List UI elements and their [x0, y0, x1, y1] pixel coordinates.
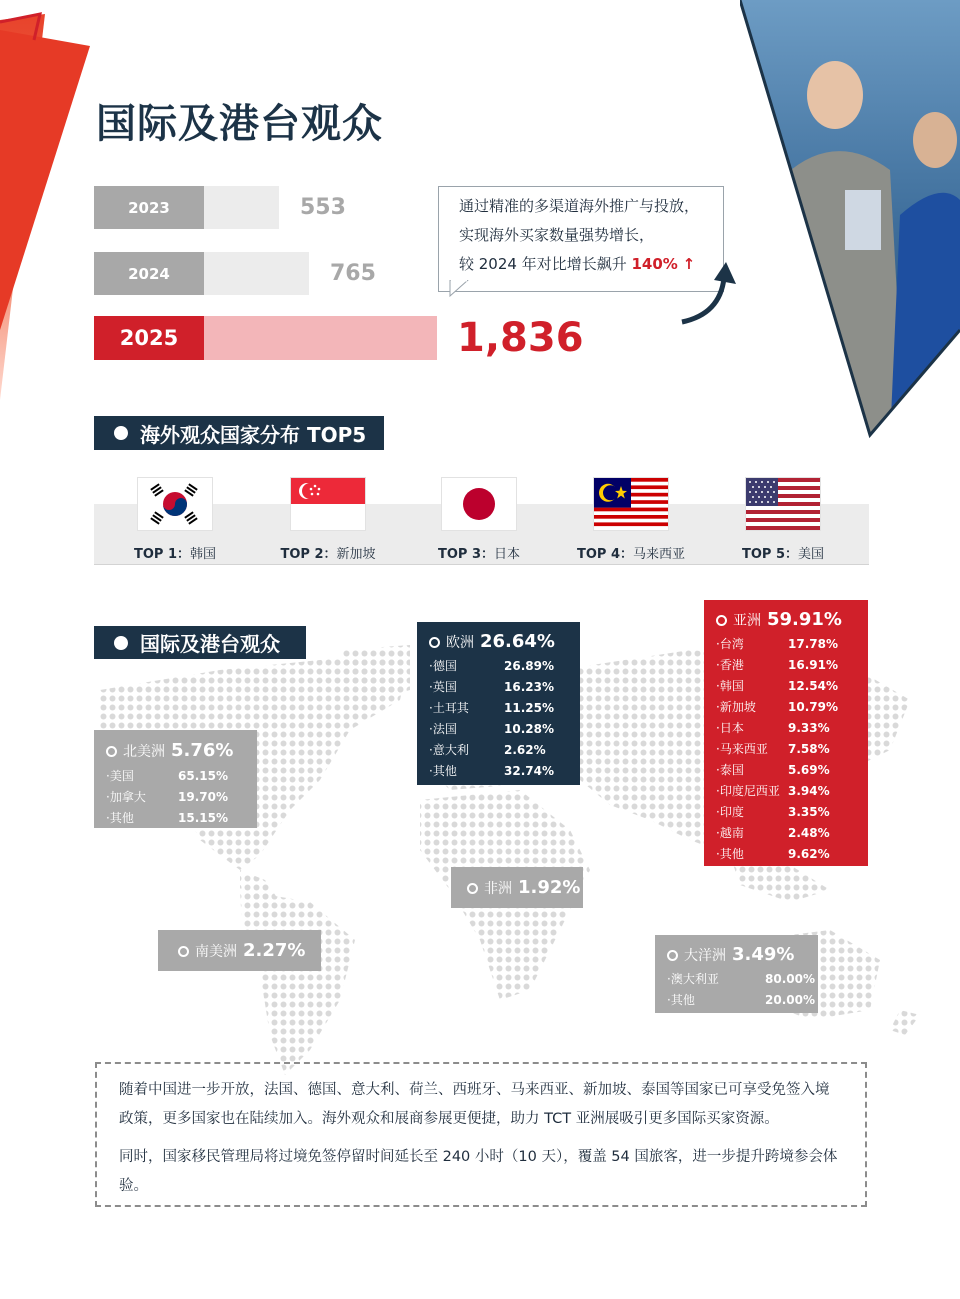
- callout-line: 实现海外买家数量强势增长，: [459, 226, 655, 244]
- target-icon: [467, 883, 478, 894]
- map-heading-text: 国际及港台观众: [140, 632, 280, 656]
- year-label: 2025: [94, 316, 204, 360]
- table-row: ·泰国 5.69%: [716, 762, 830, 777]
- region-header: 亚洲 59.91%: [716, 609, 868, 630]
- table-row: ·其他 15.15%: [106, 810, 228, 825]
- table-row: ·土耳其 11.25%: [429, 700, 554, 715]
- bar-fill: [204, 316, 437, 360]
- top5-item-korea: [100, 478, 250, 562]
- top5-label: TOP 4：马来西亚: [576, 547, 686, 562]
- table-row: ·德国 26.89%: [429, 658, 554, 673]
- region-asia: [704, 600, 868, 866]
- table-row: ·澳大利亚 80.00%: [667, 971, 815, 986]
- malaysia-flag: [594, 478, 668, 530]
- bullet-icon: [114, 426, 128, 440]
- map-heading: [94, 626, 306, 659]
- table-row: ·美国 65.15%: [106, 768, 228, 783]
- top5-heading: [94, 416, 384, 450]
- top5-item-singapore: [253, 478, 403, 562]
- region-africa: [451, 867, 583, 908]
- table-row: ·韩国 12.54%: [716, 678, 838, 693]
- left-corner-decoration: [0, 0, 100, 420]
- top5-label: TOP 5：美国: [741, 547, 825, 562]
- table-row: ·香港 16.91%: [716, 657, 838, 672]
- top5-item-usa: [708, 478, 858, 562]
- usa-flag: [746, 478, 820, 530]
- year-value: 1,836: [457, 315, 584, 361]
- target-icon: [667, 950, 678, 961]
- top5-label: TOP 3：日本: [437, 547, 521, 562]
- singapore-flag: [291, 478, 365, 530]
- region-north-america: [94, 730, 257, 828]
- top5-label: TOP 2：新加坡: [280, 547, 376, 562]
- table-row: ·越南 2.48%: [716, 825, 830, 840]
- callout-line: 通过精准的多渠道海外推广与投放，: [459, 197, 700, 215]
- table-row: ·法国 10.28%: [429, 721, 554, 736]
- year-value: 765: [330, 261, 376, 286]
- table-row: ·意大利 2.62%: [429, 742, 546, 757]
- table-row: ·台湾 17.78%: [716, 636, 838, 651]
- table-row: ·马来西亚 7.58%: [716, 741, 830, 756]
- visitors-photo: [740, 0, 960, 440]
- target-icon: [716, 615, 727, 626]
- year-label: 2024: [94, 252, 204, 295]
- target-icon: [106, 746, 117, 757]
- top5-item-malaysia: [556, 478, 706, 562]
- top5-heading-text: 海外观众国家分布 TOP5: [140, 422, 367, 447]
- table-row: ·其他 9.62%: [716, 846, 830, 861]
- year-label: 2023: [94, 186, 204, 229]
- bar-fill: [204, 186, 279, 229]
- japan-flag: [442, 478, 516, 530]
- callout-line: 较 2024 年对比增长飙升 140% ↑: [459, 255, 696, 273]
- visa-info-box: [95, 1062, 867, 1207]
- region-header: 北美洲 5.76%: [106, 740, 257, 761]
- year-bar-2024: [94, 252, 309, 295]
- region-table: [429, 655, 554, 781]
- table-row: ·印度 3.35%: [716, 804, 830, 819]
- up-arrow-icon: ↑: [682, 255, 696, 273]
- table-row: ·其他 20.00%: [667, 992, 815, 1007]
- south-korea-flag: [138, 478, 212, 530]
- table-row: ·日本 9.33%: [716, 720, 830, 735]
- region-header: 南美洲 2.27%: [178, 940, 321, 961]
- table-row: ·英国 16.23%: [429, 679, 554, 694]
- region-header: 非洲 1.92%: [467, 877, 583, 898]
- region-oceania: [655, 935, 818, 1013]
- growth-percent: 140%: [631, 255, 678, 273]
- bullet-icon: [114, 636, 128, 650]
- table-row: ·加拿大 19.70%: [106, 789, 228, 804]
- region-south-america: [158, 930, 321, 971]
- year-bar-2023: [94, 186, 279, 229]
- region-header: 大洋洲 3.49%: [667, 944, 818, 965]
- curved-arrow-icon: [680, 262, 740, 326]
- top5-item-japan: [404, 478, 554, 562]
- year-value: 553: [300, 195, 346, 220]
- info-paragraph: 同时，国家移民管理局将过境免签停留时间延长至 240 小时（10 天），覆盖 54 国旅客，进一步提升跨境参会体验。: [119, 1149, 838, 1194]
- top5-label: TOP 1：韩国: [133, 547, 217, 562]
- info-paragraph: 随着中国进一步开放，法国、德国、意大利、荷兰、西班牙、马来西亚、新加坡、泰国等国家已可享受免签入境政策，更多国家也在陆续加入。海外观众和展商参展更便捷，助力 TCT 亚洲展吸引更多国际买家资源。: [119, 1082, 830, 1127]
- year-bar-2025: [94, 316, 437, 360]
- target-icon: [178, 946, 189, 957]
- table-row: ·其他 32.74%: [429, 763, 554, 778]
- page-title: 国际及港台观众: [96, 101, 383, 147]
- region-europe: [417, 622, 580, 785]
- bar-fill: [204, 252, 309, 295]
- region-header: 欧洲 26.64%: [429, 631, 580, 652]
- callout-tail: [448, 280, 478, 300]
- table-row: ·印度尼西亚 3.94%: [716, 783, 830, 798]
- target-icon: [429, 637, 440, 648]
- region-table: [716, 633, 838, 864]
- region-table: [667, 968, 815, 1010]
- region-table: [106, 765, 228, 828]
- table-row: ·新加坡 10.79%: [716, 699, 838, 714]
